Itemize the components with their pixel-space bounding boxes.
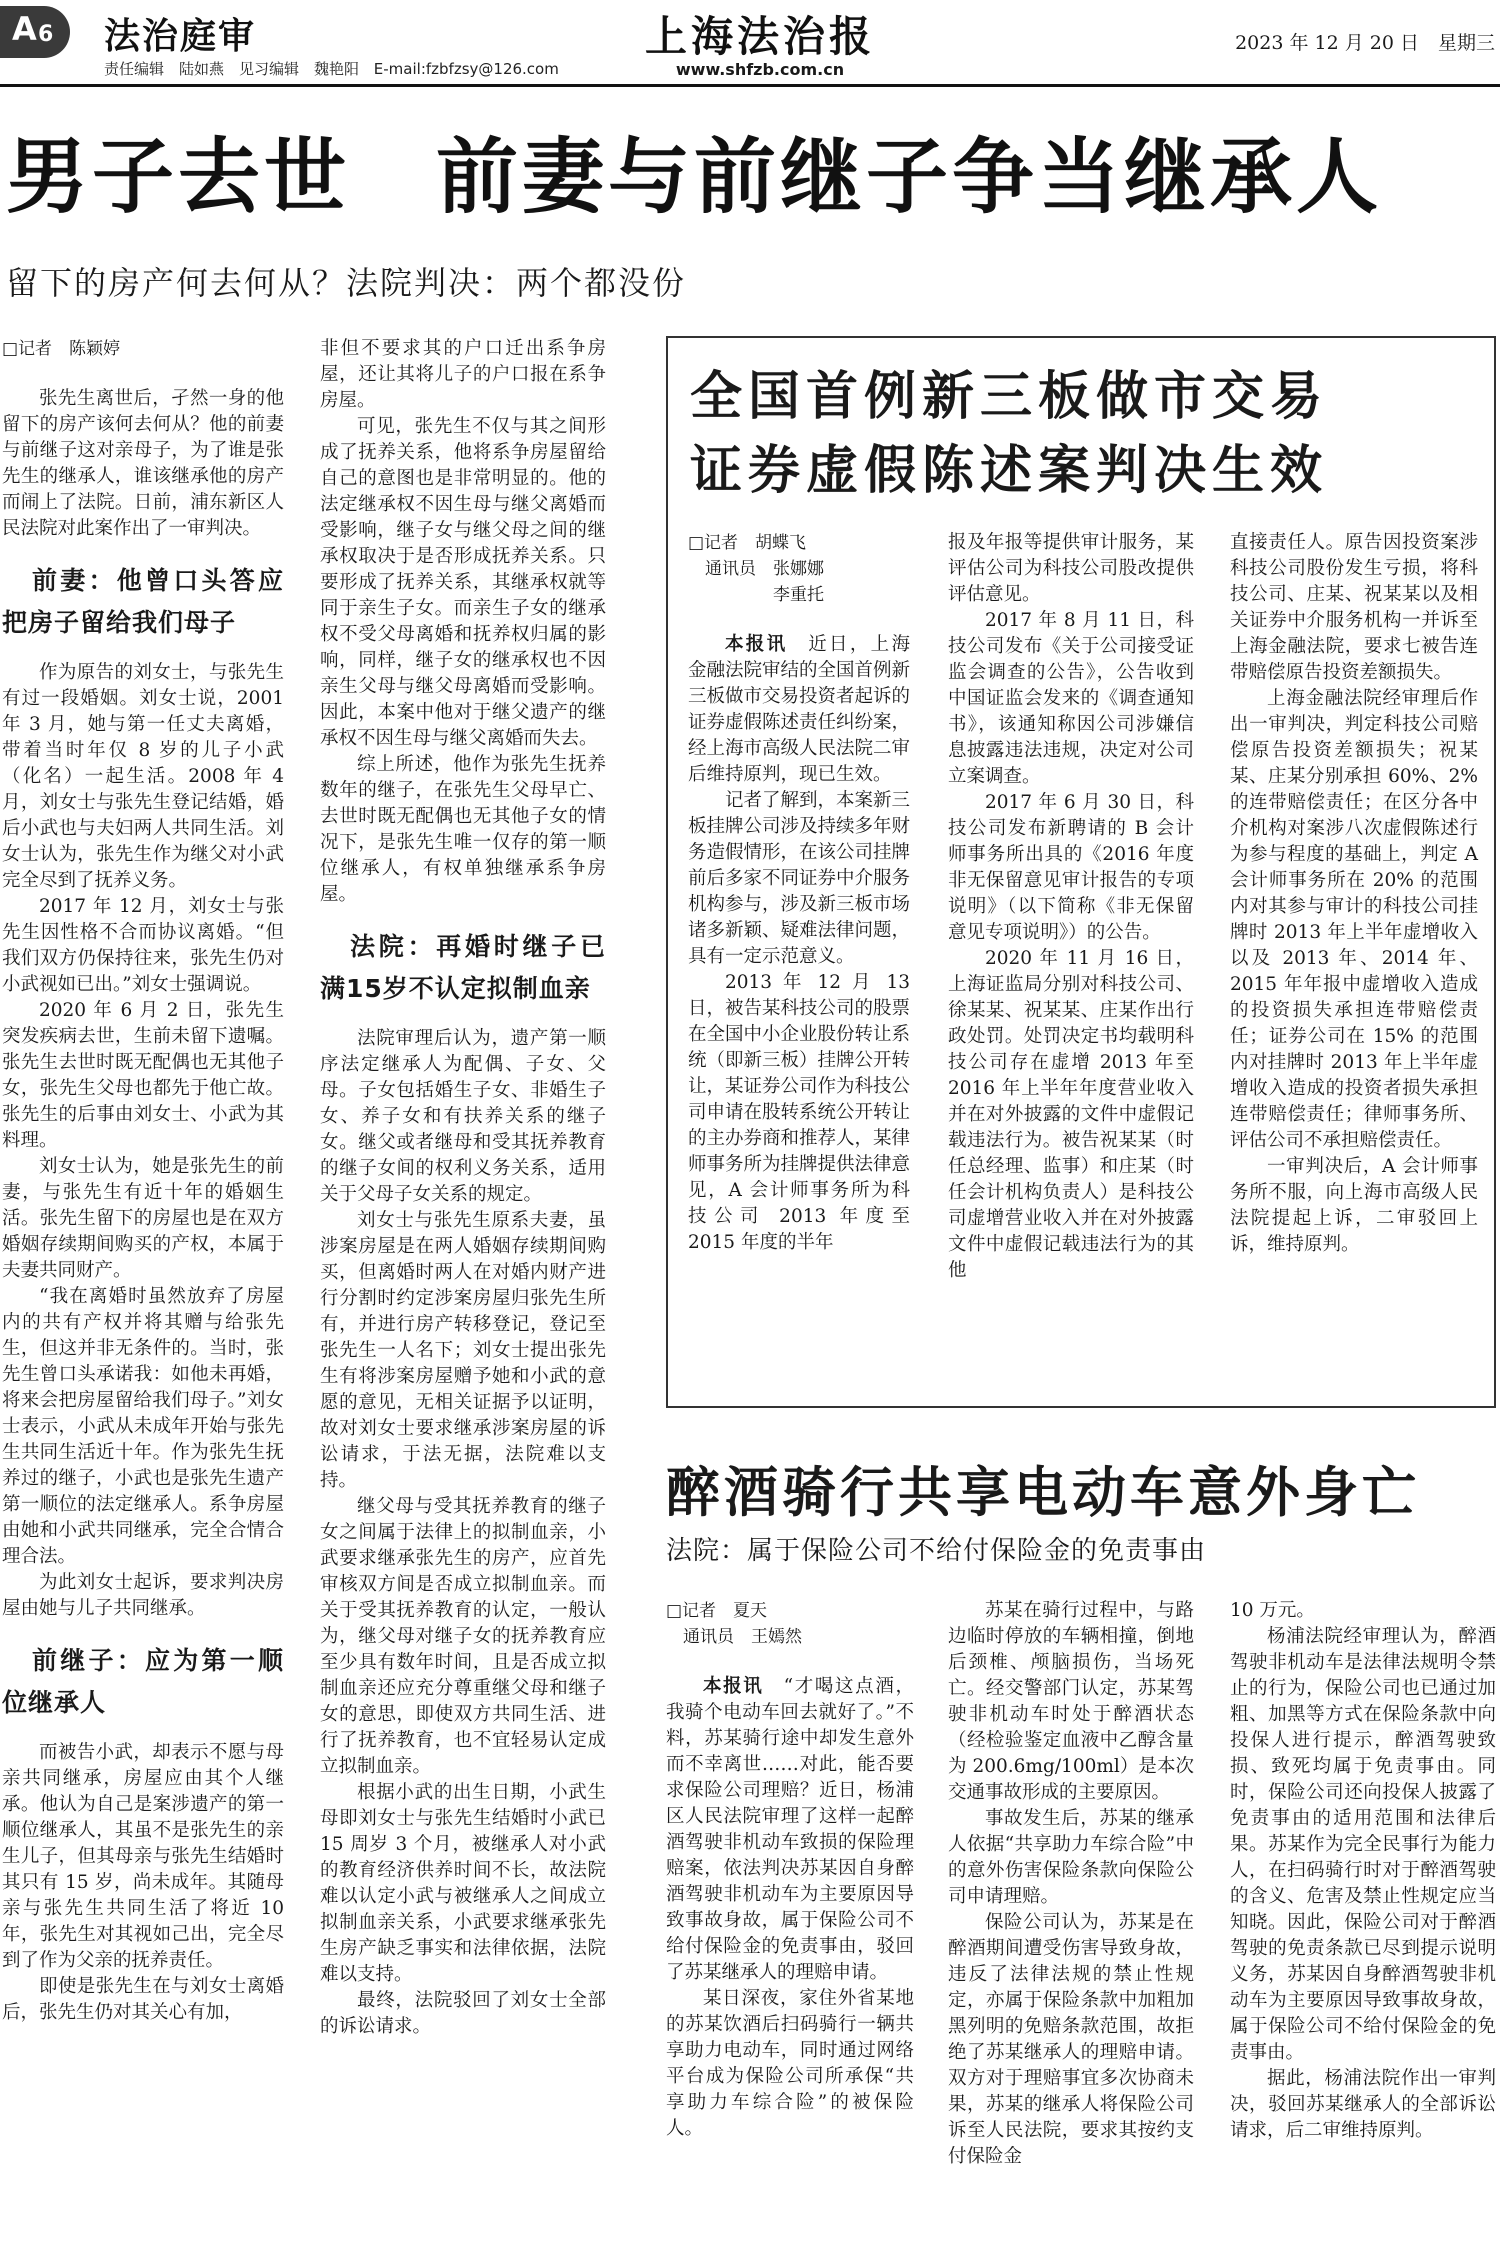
article-2-headline-line-1: 全国首例新三板做市交易 [690,367,1329,427]
paragraph: 即使是张先生在与刘女士离婚后，张先生仍对其关心有加， [2,1976,284,2023]
paragraph-text: “才喝这点酒，我骑个电动车回去就好了。”不料，苏某骑行途中却发生意外而不幸离世……对此，能否要求保险公司理赔？近日，杨浦区人民法院审理了这样一起醉酒驾驶非机动车致损的保险理赔案，依法判决苏某因自身醉酒驾驶非机动车为主要原因导致事故身故，属于保险公司不给付保险金的免责事由，驳回了苏某继承人的理赔申请。 [666,1676,914,1983]
article-3-headline: 醉酒骑行共享电动车意外身亡 [666,1461,1420,1524]
paragraph: 而被告小武，却表示不愿与母亲共同继承，房屋应由其个人继承。他认为自己是案涉遗产的第一顺位继承人，其虽不是张先生的亲生儿子，但其母亲与张先生结婚时其只有 15 岁，尚未成年。其随母亲与张先生共同生活了将近 10 年，张先生对其视如己出，完全尽到了作为父亲的抚养责任。 [2,1742,284,1971]
paragraph: 保险公司认为，苏某是在醉酒期间遭受伤害导致身故，违反了法律法规的禁止性规定，亦属于保险条款中加粗加黑列明的免赔条款范围，故拒绝了苏某继承人的理赔申请。双方对于理赔事宜多次协商未果，苏某的继承人将保险公司诉至人民法院，要求其按约支付保险金 [948,1912,1194,2167]
newspaper-masthead: 上海法治报 [644,12,875,61]
article-2-headline-line-2: 证券虚假陈述案判决生效 [690,441,1329,501]
article-1-headline: 男子去世 前妻与前继子争当继承人 [6,130,1383,225]
article-1-subheadline: 留下的房产何去何从？法院判决：两个都没份 [6,264,687,302]
page-number: 6 [38,22,54,47]
paragraph: 继父母与受其抚养教育的继子女之间属于法律上的拟制血亲，小武要求继承张先生的房产，应首先审核双方间是否成立拟制血亲。而关于受其抚养教育的认定，一般认为，继父母对继子女的抚养教育应至少具有数年时间，且是否成立拟制血亲还应充分尊重继父母和继子女的意思，即使双方共同生活、进行了抚养教育，也不宜轻易认定成立拟制血亲。 [320,1496,606,1777]
paragraph: 2020 年 6 月 2 日，张先生突发疾病去世，生前未留下遗嘱。张先生去世时既无配偶也无其他子女，张先生父母也都先于他亡故。张先生的后事由刘女士、小武为其料理。 [2,1000,284,1151]
paragraph: 2017 年 12 月，刘女士与张先生因性格不合而协议离婚。“但我们双方仍保持往来，张先生仍对小武视如已出。”刘女士强调说。 [2,896,284,995]
paragraph: 根据小武的出生日期，小武生母即刘女士与张先生结婚时小武已 15 周岁 3 个月，被继承人对小武的教育经济供养时间不长，故法院难以认定小武与被继承人之间成立拟制血亲关系，小武要求继承张先生房产缺乏事实和法律依据，法院难以支持。 [320,1782,606,1985]
article-2-byline-reporter: □记者 胡蝶飞 [688,533,807,553]
paragraph: 可见，张先生不仅与其之间形成了抚养关系，他将系争房屋留给自己的意图也是非常明显的。他的法定继承权不因生母与继父离婚而受影响，继子女与继父母之间的继承权取决于是否形成抚养关系。只要形成了抚养关系，其继承权就等同于亲生子女。而亲生子女的继承权不受父母离婚和抚养权归属的影响，同样，继子女的继承权也不因亲生父母与继父母离婚而受影响。因此，本案中他对于继父遗产的继承权不因生母与继父离婚而失去。 [320,416,606,749]
paragraph: 刘女士认为，她是张先生的前妻，与张先生有近十年的婚姻生活。张先生留下的房屋也是在双方婚姻存续期间购买的产权，本属于夫妻共同财产。 [2,1156,284,1281]
article-3-byline-reporter: □记者 夏天 [666,1601,768,1621]
article-1-crosshead-1: 前妻：他曾口头答应把房子留给我们母子 [2,566,284,637]
article-2-column-3 [1230,530,1478,1258]
article-1-column-2 [320,336,606,2040]
paragraph: 作为原告的刘女士，与张先生有过一段婚姻。刘女士说，2001 年 3 月，她与第一任丈夫离婚，带着当时年仅 8 岁的儿子小武（化名）一起生活。2008 年 4 月，刘女士与张先生登记结婚，婚后小武也与夫妇两人共同生活。刘女士认为，张先生作为继父对小武完全尽到了抚养义务。 [2,662,284,891]
article-1-crosshead-2: 前继子：应为第一顺位继承人 [2,1646,284,1717]
site-url[interactable]: www.shfzb.com.cn [675,60,845,79]
paragraph: 记者了解到，本案新三板挂牌公司涉及持续多年财务造假情形，在该公司挂牌前后多家不同证券中介服务机构参与，涉及新三板市场诸多新颖、疑难法律问题，具有一定示范意义。 [688,790,911,967]
paragraph: 据此，杨浦法院作出一审判决，驳回苏某继承人的全部诉讼请求，后二审维持原判。 [1230,2068,1496,2141]
paragraph: 张先生离世后，孑然一身的他留下的房产该何去何从？他的前妻与前继子这对亲母子，为了谁是张先生的继承人，谁该继承他的房产而闹上了法院。日前，浦东新区人民法院对此案作出了一审判决。 [2,388,284,539]
article-2-headline [690,360,1328,508]
paragraph: 最终，法院驳回了刘女士全部的诉讼请求。 [320,1990,606,2037]
article-3-byline [666,1598,914,1650]
paragraph: 2013 年 12 月 13 日，被告某科技公司的股票在全国中小企业股份转让系统（即新三板）挂牌公开转让，某证券公司作为科技公司申请在股转系统公开转让的主办券商和推荐人，某律师事务所为挂牌提供法律意见，A 会计师事务所为科技公司 2013 年度至 2015 年度的半年 [688,972,911,1253]
article-2-column-1 [688,530,910,1256]
editors-names: 责任编辑 陆如燕 见习编辑 魏艳阳 [104,60,360,78]
editors-email[interactable]: E-mail:fzbfzsy@126.com [373,60,559,78]
issue-date: 2023 年 12 月 20 日 星期三 [1235,32,1495,54]
article-3-subheadline: 法院：属于保险公司不给付保险金的免责事由 [666,1536,1207,1566]
article-1-crosshead-3: 法院：再婚时继子已满15岁不认定拟制血亲 [320,932,606,1003]
article-3-column-2 [948,1598,1194,2170]
paragraph: 直接责任人。原告因投资案涉科技公司股份发生亏损，将科技公司、庄某、祝某某以及相关证券中介服务机构一并诉至上海金融法院，要求七被告连带赔偿原告投资差额损失。 [1230,532,1478,683]
paragraph: 10 万元。 [1230,1600,1315,1621]
paragraph: 某日深夜，家住外省某地的苏某饮酒后扫码骑行一辆共享助力电动车，同时通过网络平台成为保险公司所承保“共享助力车综合险”的被保险人。 [666,1988,914,2139]
paragraph: 2017 年 8 月 11 日，科技公司发布《关于公司接受证监会调查的公告》，公告收到中国证监会发来的《调查通知书》，该通知称因公司涉嫌信息披露违法违规，决定对公司立案调查。 [948,610,1194,787]
dateline-lead: 本报讯 [725,634,788,655]
paragraph: 2017 年 6 月 30 日，科技公司发布新聘请的 B 会计师事务所出具的《2016 年度非无保留意见审计报告的专项说明》（以下简称《非无保留意见专项说明》）的公告。 [948,792,1194,943]
editors-line [104,58,569,79]
paragraph [688,632,910,788]
paragraph: 杨浦法院经审理认为，醉酒驾驶非机动车是法律法规明令禁止的行为，保险公司也已通过加粗、加黑等方式在保险条款中向投保人进行提示，醉酒驾驶致损、致死均属于免责事由。同时，保险公司还向投保人披露了免责事由的适用范围和法律后果。苏某作为完全民事行为能力人，在扫码骑行时对于醉酒驾驶的含义、危害及禁止性规定应当知晓。因此，保险公司对于醉酒驾驶的免责条款已尽到提示说明义务，苏某因自身醉酒驾驶非机动车为主要原因导致事故身故，属于保险公司不给付保险金的免责事由。 [1230,1626,1496,2063]
paragraph: 上海金融法院经审理后作出一审判决，判定科技公司赔偿原告投资差额损失；祝某某、庄某分别承担 60%、2% 的连带赔偿责任；在区分各中介机构对案涉八次虚假陈述行为参与程度的基础上，判定 A 会计师事务所在 20% 的范围内对其参与审计的科技公司挂牌时 2013 年上半年虚增收入以及 2013 年、2014 年、2015 年年报中虚增收入造成的投资损失承担连带赔偿责任；证券公司在 15% 的范围内对挂牌时 2013 年上半年虚增收入造成的投资者损失承担连带赔偿责任；律师事务所、评估公司不承担赔偿责任。 [1230,688,1478,1151]
article-2-byline-correspondent: 通讯员 张娜娜 [688,559,824,579]
article-2-byline-correspondent-2: 李重托 [688,585,824,605]
article-1-byline: □记者 陈颖婷 [2,339,121,359]
article-2-byline [688,530,910,608]
paragraph: 刘女士与张先生原系夫妻，虽涉案房屋是在两人婚姻存续期间购买，但离婚时两人在对婚内财产进行分割时约定涉案房屋归张先生所有，并进行房产转移登记，登记至张先生一人名下；刘女士提出张先生有将涉案房屋赠予她和小武的意愿的意见，无相关证据予以证明，故对刘女士要求继承涉案房屋的诉讼请求，于法无据，法院难以支持。 [320,1210,606,1491]
article-2-column-2 [948,530,1194,1284]
dateline-lead: 本报讯 [703,1676,764,1697]
paragraph: 为此刘女士起诉，要求判决房屋由她与儿子共同继承。 [2,1572,284,1619]
paragraph: 非但不要求其的户口迁出系争房屋，还让其将儿子的户口报在系争房屋。 [320,338,606,411]
paragraph: 事故发生后，苏某的继承人依据“共享助力车综合险”中的意外伤害保险条款向保险公司申请理赔。 [948,1808,1194,1907]
article-3-column-1 [666,1598,914,2142]
paragraph: 2020 年 11 月 16 日，上海证监局分别对科技公司、徐某某、祝某某、庄某作出行政处罚。处罚决定书均载明科技公司存在虚增 2013 年至 2016 年上半年年度营业收入并在对外披露的文件中虚假记载违法行为。被告祝某某（时任总经理、监事）和庄某（时任会计机构负责人）是科技公司虚增营业收入并在对外披露文件中虚假记载违法行为的其他 [948,948,1194,1281]
header-divider [0,84,1500,87]
page-letter: A [12,10,37,48]
paragraph: “我在离婚时虽然放弃了房屋内的共有产权并将其赠与给张先生，但这并非无条件的。当时，张先生曾口头承诺我：如他未再婚，将来会把房屋留给我们母子。”刘女士表示，小武从未成年开始与张先生共同生活近十年。作为张先生抚养过的继子，小武也是张先生遗产第一顺位的法定继承人。系争房屋由她和小武共同继承，完全合情合理合法。 [2,1286,284,1567]
article-3-byline-correspondent: 通讯员 王嫣然 [666,1627,802,1647]
article-3-column-3 [1230,1598,1496,2144]
paragraph: 报及年报等提供审计服务，某评估公司为科技公司股改提供评估意见。 [948,532,1194,605]
section-title: 法治庭审 [104,16,257,57]
paragraph [666,1674,914,1986]
paragraph: 综上所述，他作为张先生抚养数年的继子，在张先生父母早亡、去世时既无配偶也无其他子女的情况下，是张先生唯一仅存的第一顺位继承人，有权单独继承系争房屋。 [320,754,606,905]
paragraph: 一审判决后，A 会计师事务所不服，向上海市高级人民法院提起上诉，二审驳回上诉，维持原判。 [1230,1156,1478,1255]
paragraph-text: 近日，上海金融法院审结的全国首例新三板做市交易投资者起诉的证券虚假陈述责任纠纷案，经上海市高级人民法院二审后维持原判，现已生效。 [688,634,911,785]
paragraph: 法院审理后认为，遗产第一顺序法定继承人为配偶、子女、父母。子女包括婚生子女、非婚生子女、养子女和有扶养关系的继子女。继父或者继母和受其抚养教育的继子女间的权利义务关系，适用关于父母子女关系的规定。 [320,1028,606,1205]
article-1-column-1 [2,336,284,2026]
paragraph: 苏某在骑行过程中，与路边临时停放的车辆相撞，倒地后颈椎、颅脑损伤，当场死亡。经交警部门认定，苏某驾驶非机动车时处于醉酒状态（经检验鉴定血液中乙醇含量为 200.6mg/100ml）是本次交通事故形成的主要原因。 [948,1600,1194,1803]
